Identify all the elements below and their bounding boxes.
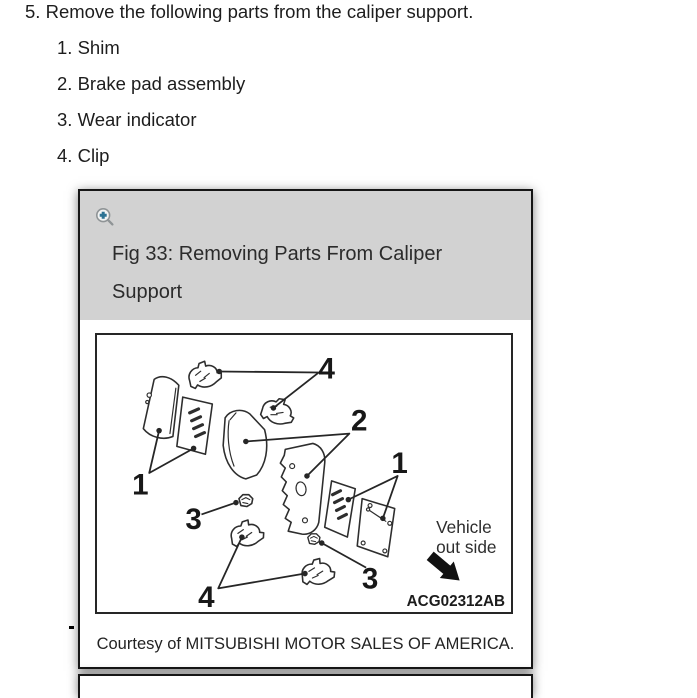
vehicle-note-line2: out side	[436, 536, 497, 557]
drawing-code: ACG02312AB	[406, 593, 506, 611]
clip-bottom-left	[229, 518, 265, 548]
wear-indicator-left	[239, 495, 253, 507]
brake-pad-edge	[223, 410, 267, 478]
wear-indicator-right	[308, 534, 320, 544]
leader-wear-left	[201, 503, 236, 515]
figure-title	[112, 235, 442, 311]
list-item-wear-indicator: 3. Wear indicator	[57, 109, 197, 130]
figure-title-line2: Support	[112, 281, 183, 303]
callout-1-right: 1	[391, 447, 408, 481]
list-item-brake-pad-assembly: 2. Brake pad assembly	[57, 73, 246, 94]
figure-card	[78, 189, 533, 669]
clip-top-left	[186, 358, 223, 390]
brake-pad-face	[280, 443, 324, 534]
list-item-clip: 4. Clip	[57, 145, 110, 166]
vehicle-note-line1: Vehicle	[436, 517, 492, 538]
zoom-in-icon[interactable]	[95, 207, 115, 227]
callout-3-right: 3	[361, 562, 379, 596]
next-figure-card	[78, 674, 533, 698]
step-line	[25, 1, 473, 23]
list-item-shim: 1. Shim	[57, 37, 120, 58]
callout-1-left: 1	[132, 468, 149, 502]
shim-inner-left	[177, 397, 212, 454]
callout-2: 2	[350, 404, 368, 438]
caliper-parts-diagram	[95, 333, 513, 614]
step-number: 5.	[25, 1, 41, 22]
callout-4-bottom: 4	[198, 581, 215, 612]
callout-3-left: 3	[185, 503, 202, 537]
callout-4-top: 4	[318, 352, 335, 386]
figure-caption: Courtesy of MITSUBISHI MOTOR SALES OF AMERICA.	[96, 635, 515, 653]
step-text: Remove the following parts from the caliper support.	[45, 1, 474, 22]
shim-inner-right	[325, 481, 356, 537]
diagram-svg	[97, 335, 511, 612]
shim-outer-right	[357, 499, 394, 557]
clip-middle	[259, 394, 298, 428]
stray-mark	[69, 626, 74, 629]
figure-title-line1: Fig 33: Removing Parts From Caliper	[112, 243, 443, 265]
leader-clips-bottom	[218, 537, 305, 588]
figure-header	[80, 191, 531, 320]
